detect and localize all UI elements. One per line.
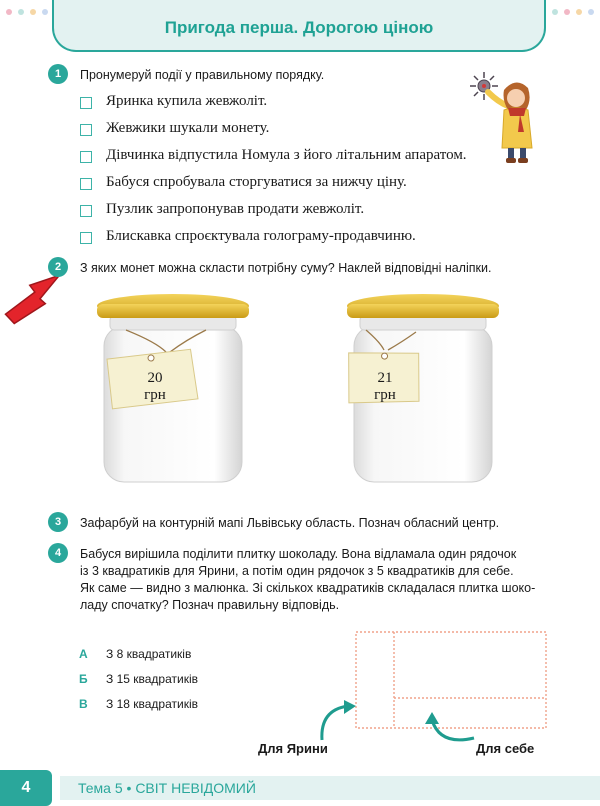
event-checkbox-3[interactable] bbox=[80, 151, 92, 163]
answer-option-a[interactable]: З 8 квадратиків bbox=[106, 647, 192, 661]
jar-amount: 20 bbox=[147, 370, 163, 386]
label-for-yaryna: Для Ярини bbox=[258, 741, 328, 756]
event-item-4: Бабуся спробувала сторгуватися за нижчу ціну. bbox=[106, 174, 407, 190]
task-3-number: 3 bbox=[48, 512, 68, 532]
answer-option-b[interactable]: З 15 квадратиків bbox=[106, 672, 199, 686]
jar-unit: грн bbox=[374, 387, 396, 403]
task-4-number: 4 bbox=[48, 543, 68, 563]
task-1-number: 1 bbox=[48, 64, 68, 84]
task-3-text: Зафарбуй на контурній мапі Львівську область. Познач обласний центр. bbox=[80, 516, 500, 530]
event-item-5: Пузлик запропонував продати жевжоліт. bbox=[106, 201, 365, 217]
task-2-number: 2 bbox=[48, 257, 68, 277]
event-checkbox-5[interactable] bbox=[80, 205, 92, 217]
decorative-dots-left bbox=[0, 4, 52, 20]
event-item-6: Блискавка спроєктувала голограму-продавчиню. bbox=[106, 228, 416, 244]
event-item-1: Яринка купила жевжоліт. bbox=[106, 93, 268, 109]
jar-21 bbox=[346, 292, 500, 488]
event-item-2: Жевжики шукали монету. bbox=[106, 120, 270, 136]
decorative-dots-right bbox=[546, 4, 600, 20]
task-1-text: Пронумеруй події у правильному порядку. bbox=[80, 68, 325, 82]
event-item-3: Дівчинка відпустила Номула з його літальним апаратом. bbox=[106, 147, 467, 163]
chocolate-diagram bbox=[300, 628, 556, 746]
task-2-text: З яких монет можна скласти потрібну суму? Наклей відповідні наліпки. bbox=[80, 261, 492, 275]
event-checkbox-2[interactable] bbox=[80, 124, 92, 136]
event-checkbox-4[interactable] bbox=[80, 178, 92, 190]
answer-letter-b[interactable]: Б bbox=[79, 672, 88, 686]
jar-amount: 21 bbox=[377, 370, 393, 386]
page-number: 4 bbox=[0, 770, 52, 806]
footer-topic: Тема 5 • СВІТ НЕВІДОМИЙ bbox=[78, 780, 256, 796]
jar-20 bbox=[96, 292, 250, 488]
answer-letter-c[interactable]: В bbox=[79, 697, 88, 711]
task-4-text: Бабуся вирішила поділити плитку шоколаду. Вона відламала один рядочок із 3 квадратиків для Ярини, а потім один рядочок з 5 квадратиків для себе. Як саме — видно з малюнка. Зі скількох квадратиків складалася плитка шоко- ладу спочатку? Познач правильну відповідь. bbox=[80, 547, 536, 612]
page-title: Пригода перша. Дорогою ціною bbox=[164, 18, 434, 37]
chocolate-outline bbox=[356, 632, 546, 728]
event-checkbox-6[interactable] bbox=[80, 232, 92, 244]
event-checkbox-1[interactable] bbox=[80, 97, 92, 109]
answer-option-c[interactable]: З 18 квадратиків bbox=[106, 697, 199, 711]
jar-unit: грн bbox=[144, 387, 166, 403]
girl-illustration bbox=[468, 66, 546, 166]
pointer-arrow-icon bbox=[4, 268, 62, 330]
answer-letter-a[interactable]: А bbox=[79, 647, 88, 661]
label-for-self: Для себе bbox=[476, 741, 535, 756]
